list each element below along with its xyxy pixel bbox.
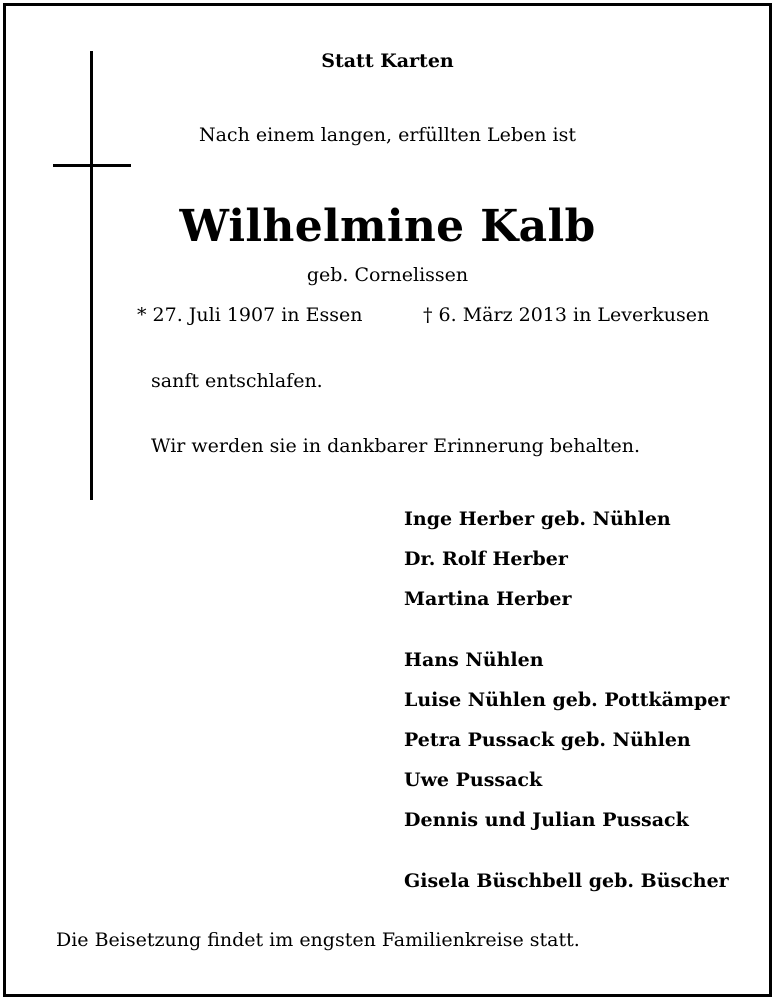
mourner-item: Petra Pussack geb. Nühlen [404, 729, 691, 751]
deceased-name: Wilhelmine Kalb [179, 201, 596, 252]
passed-text: sanft entschlafen. [151, 370, 323, 392]
birth-name: geb. Cornelissen [306, 264, 469, 286]
mourner-item: Uwe Pussack [404, 769, 543, 791]
notice-header: Statt Karten [321, 50, 454, 72]
mourner-item: Dennis und Julian Pussack [404, 809, 689, 831]
remembrance-text: Wir werden sie in dankbarer Erinnerung behalten. [151, 435, 641, 457]
mourner-item: Dr. Rolf Herber [404, 548, 568, 570]
mourners-list [404, 0, 764, 1000]
mourner-item: Hans Nühlen [404, 649, 544, 671]
funeral-note: Die Beisetzung findet im engsten Familienkreise statt. [56, 929, 580, 951]
death-date: † 6. März 2013 in Leverkusen [423, 304, 710, 326]
cross-horizontal-bar [53, 164, 131, 167]
mourner-item: Martina Herber [404, 588, 572, 610]
mourner-item: Inge Herber geb. Nühlen [404, 508, 671, 530]
intro-text: Nach einem langen, erfüllten Leben ist [198, 124, 576, 146]
mourner-item: Gisela Büschbell geb. Büscher [404, 870, 729, 892]
mourner-item: Luise Nühlen geb. Pottkämper [404, 689, 730, 711]
birth-date: * 27. Juli 1907 in Essen [137, 304, 363, 326]
